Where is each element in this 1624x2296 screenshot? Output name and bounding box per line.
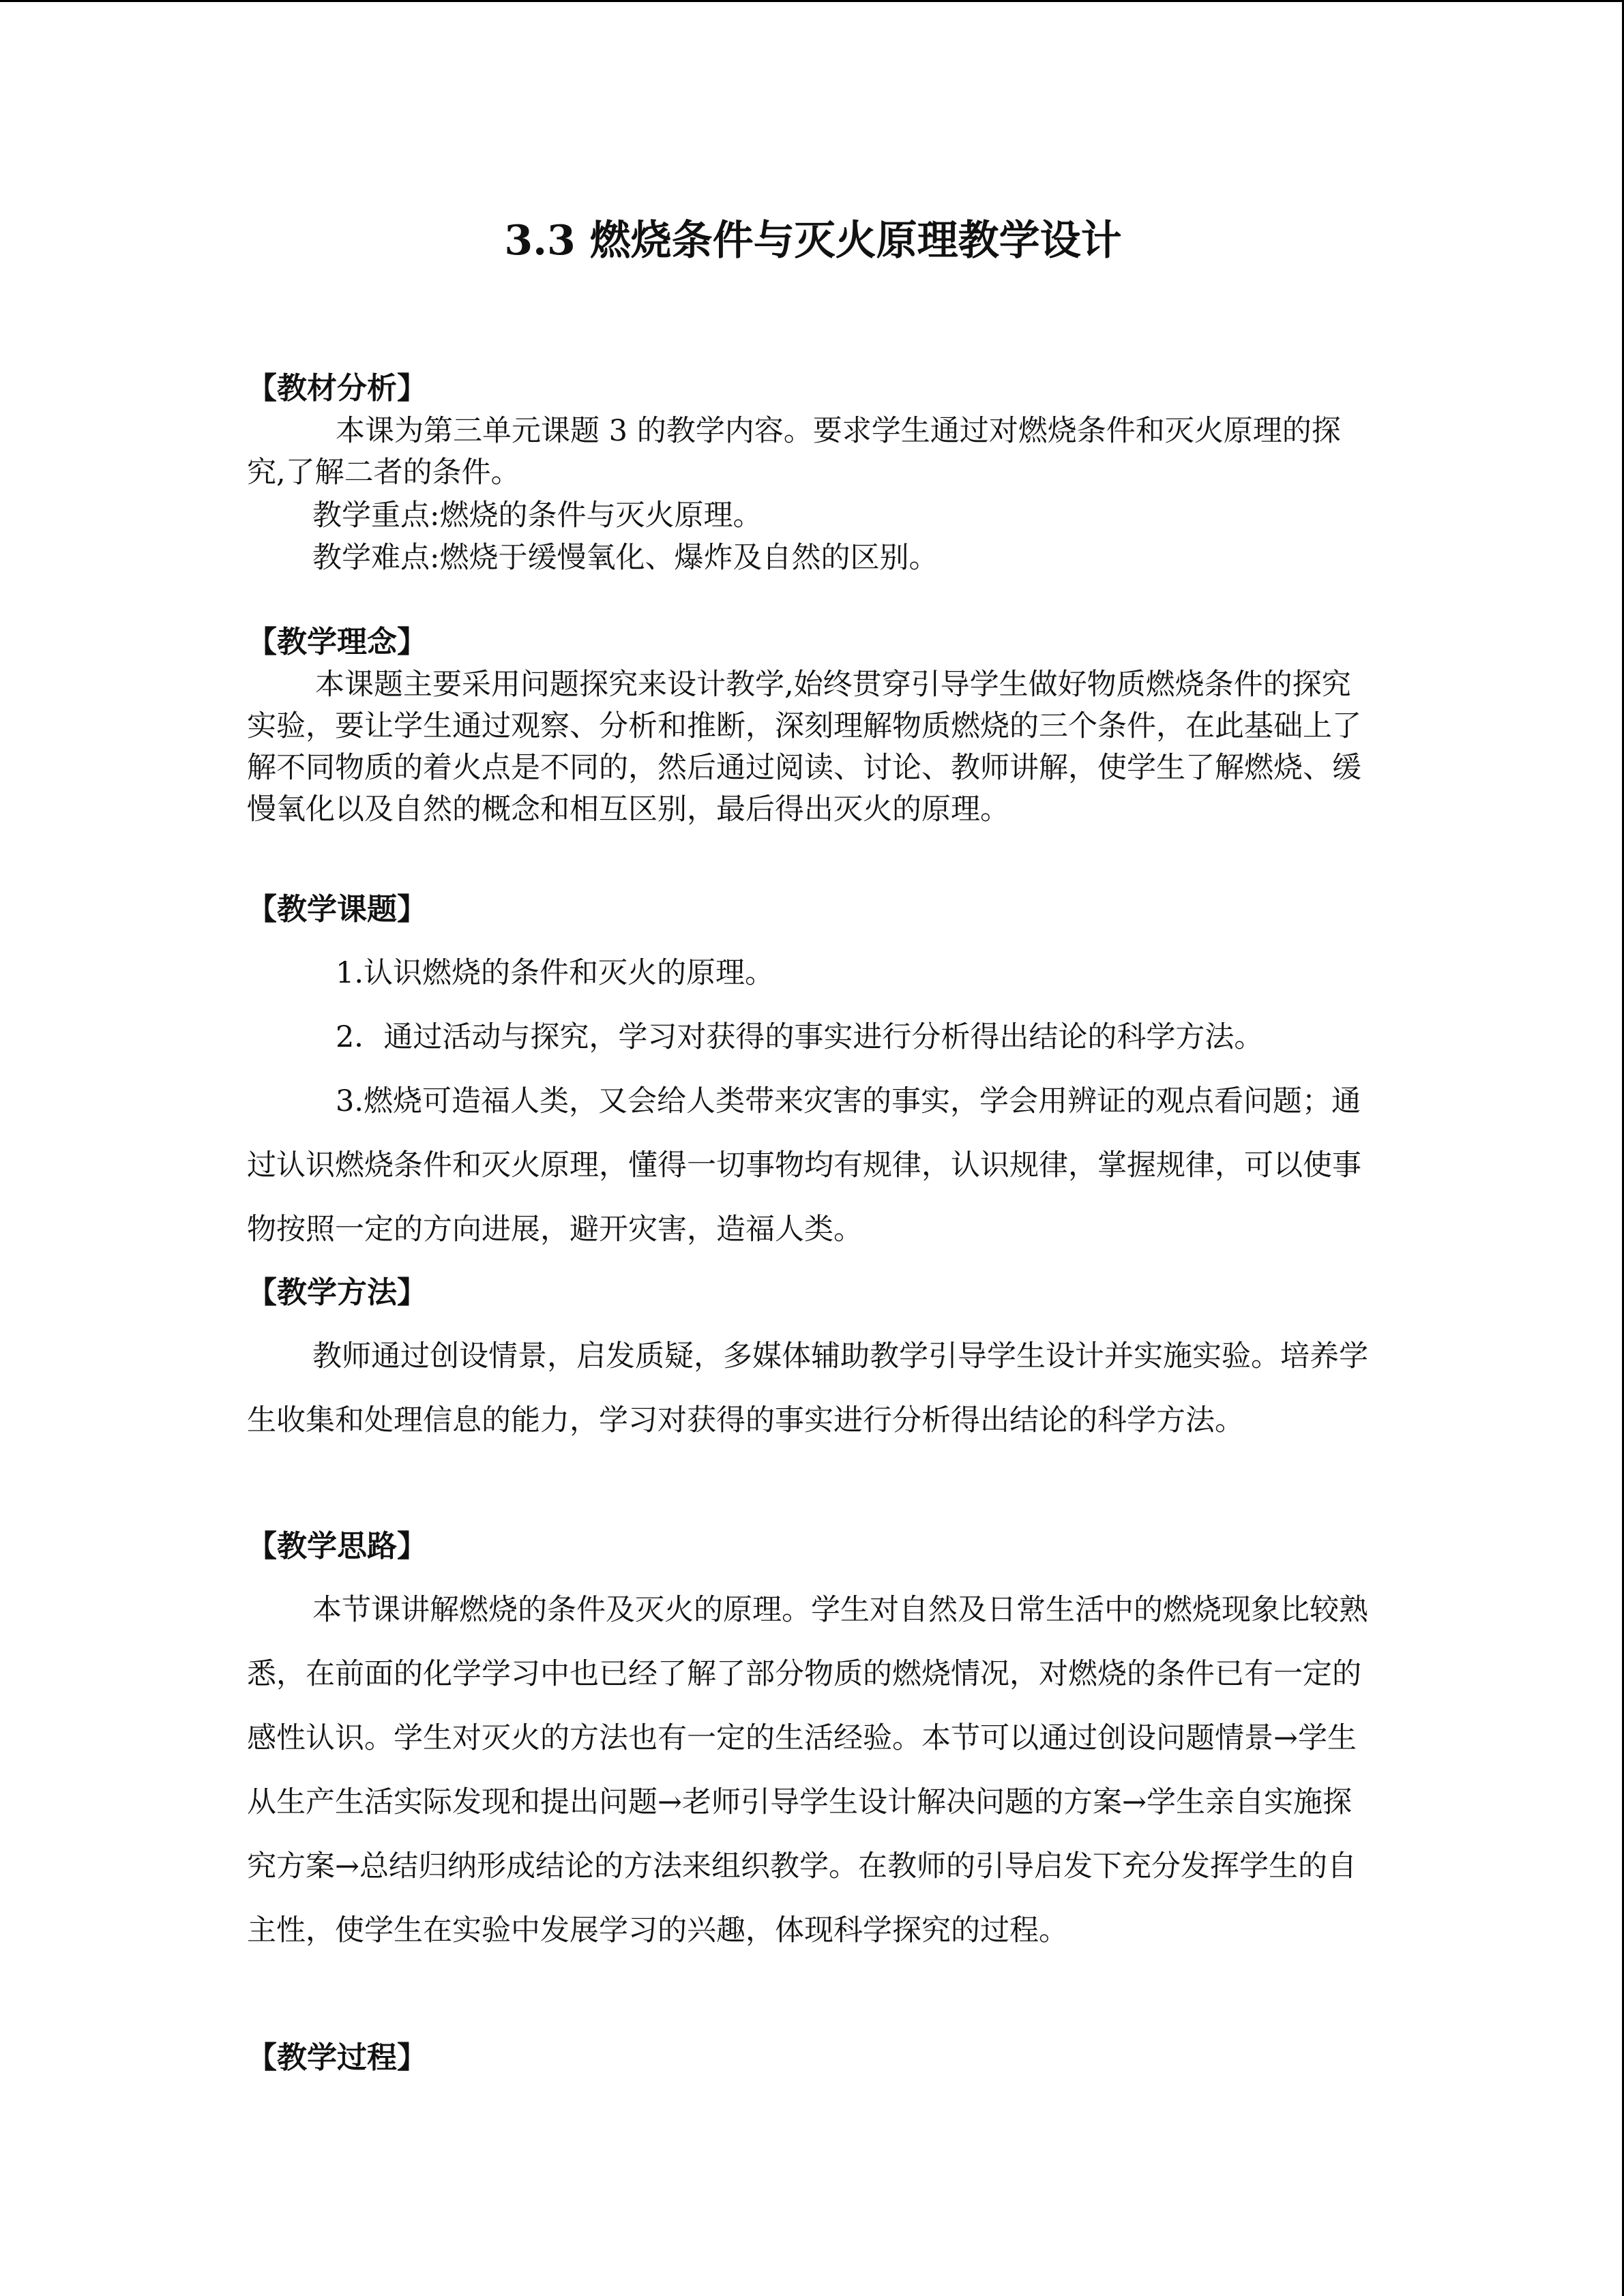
section-heading-process: 【教学过程】	[247, 2040, 427, 2075]
section-heading-analysis: 【教材分析】	[247, 371, 427, 406]
analysis-key-point: 教学重点:燃烧的条件与灭火原理。	[312, 498, 763, 533]
analysis-difficulty: 教学难点:燃烧于缓慢氧化、爆炸及自然的区别。	[312, 541, 939, 575]
section-heading-method: 【教学方法】	[247, 1275, 427, 1310]
section-heading-approach: 【教学思路】	[247, 1529, 427, 1564]
concept-text: 本课题主要采用问题探究来设计教学,始终贯穿引导学生做好物质燃烧条件的探究实验，要让学生通过观察、分析和推断，深刻理解物质燃烧的三个条件，在此基础上了解不同物质的着火点是不同的，然后通过阅读、讨论、教师讲解，使学生了解燃烧、缓慢氧化以及自然的概念和相互区别，最后得出灭火的原理。	[247, 668, 1361, 826]
analysis-intro: 本课为第三单元课题 3 的教学内容。要求学生通过对燃烧条件和灭火原理的探究,了解二者的条件。	[247, 414, 1341, 490]
method-text: 教师通过创设情景，启发质疑，多媒体辅助教学引导学生设计并实施实验。培养学生收集和处理信息的能力，学习对获得的事实进行分析得出结论的科学方法。	[247, 1339, 1368, 1437]
section-heading-concept: 【教学理念】	[247, 625, 427, 659]
section-heading-topics: 【教学课题】	[247, 892, 427, 927]
topic-item: 1.认识燃烧的条件和灭火的原理。	[336, 956, 775, 990]
topic-item: 2．通过活动与探究，学习对获得的事实进行分析得出结论的科学方法。	[336, 1020, 1264, 1054]
document-title: 3.3 燃烧条件与灭火原理教学设计	[504, 217, 1122, 265]
topic-item: 3.燃烧可造福人类，又会给人类带来灾害的事实，学会用辨证的观点看问题；通过认识燃烧条件和灭火原理，懂得一切事物均有规律，认识规律，掌握规律，可以使事物按照一定的方向进展，避开灾害，造福人类。	[247, 1084, 1361, 1247]
approach-text: 本节课讲解燃烧的条件及灭火的原理。学生对自然及日常生活中的燃烧现象比较熟悉，在前面的化学学习中也已经了解了部分物质的燃烧情况，对燃烧的条件已有一定的感性认识。学生对灭火的方法也有一定的生活经验。本节可以通过创设问题情景→学生从生产生活实际发现和提出问题→老师引导学生设计解决问题的方案→学生亲自实施探究方案→总结归纳形成结论的方法来组织教学。在教师的引导启发下充分发挥学生的自主性，使学生在实验中发展学习的兴趣，体现科学探究的过程。	[247, 1593, 1368, 1948]
